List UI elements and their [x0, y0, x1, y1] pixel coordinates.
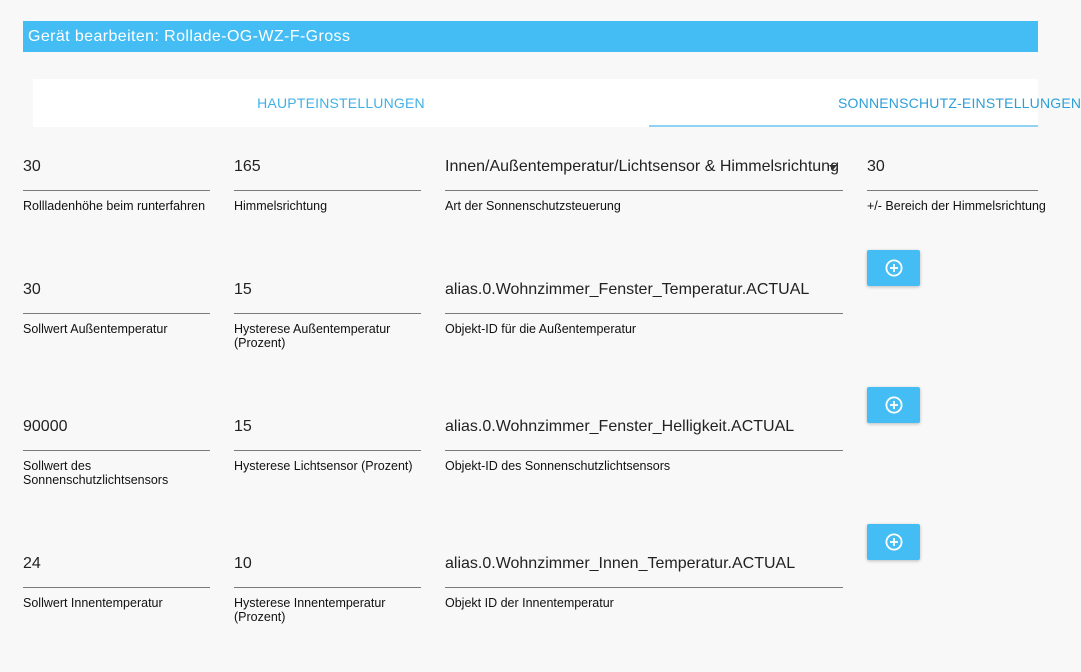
compass-direction-label: Himmelsrichtung [234, 199, 328, 213]
field-sunprotection-mode [445, 156, 843, 213]
field-outside-temp-hysteresis [234, 279, 421, 350]
inside-temp-object-id-label: Objekt ID der Innentemperatur [445, 596, 614, 610]
add-object-button-2[interactable] [867, 387, 920, 423]
compass-direction-input[interactable]: 165 [234, 156, 421, 191]
outside-temp-setpoint-label: Sollwert Außentemperatur [23, 322, 168, 336]
field-compass-direction [234, 156, 421, 213]
add-object-button-3[interactable] [867, 524, 920, 560]
add-circle-icon [885, 533, 903, 551]
inside-temp-hysteresis-label: Hysterese Innentemperatur (Prozent) [234, 596, 386, 624]
field-light-sensor-hysteresis [234, 416, 421, 473]
outside-temp-object-id-input[interactable]: alias.0.Wohnzimmer_Fenster_Temperatur.ACTUAL [445, 279, 843, 314]
blind-height-label: Rollladenhöhe beim runterfahren [23, 199, 206, 213]
outside-temp-hysteresis-label: Hysterese Außentemperatur (Prozent) [234, 322, 391, 350]
sunprotection-mode-select[interactable]: Innen/Außentemperatur/Lichtsensor & Himmelsrichtung [445, 156, 843, 191]
field-inside-temp-setpoint [23, 553, 210, 610]
light-sensor-hysteresis-label: Hysterese Lichtsensor (Prozent) [234, 459, 413, 473]
tab-sunprotection-settings[interactable]: SONNENSCHUTZ-EINSTELLUNGEN [838, 95, 1081, 111]
outside-temp-hysteresis-input[interactable]: 15 [234, 279, 421, 314]
active-tab-indicator [649, 125, 1038, 127]
outside-temp-object-id-label: Objekt-ID für die Außentemperatur [445, 322, 637, 336]
field-blind-height-down [23, 156, 210, 213]
field-outside-temp-object-id [445, 279, 843, 336]
inside-temp-setpoint-input[interactable]: 24 [23, 553, 210, 588]
blind-height-input[interactable]: 30 [23, 156, 210, 191]
tab-bar [33, 79, 1081, 127]
dialog-title: Gerät bearbeiten: Rollade-OG-WZ-F-Gross [23, 21, 1038, 52]
field-outside-temp-setpoint [23, 279, 210, 336]
field-inside-temp-object-id [445, 553, 843, 610]
inside-temp-setpoint-label: Sollwert Innentemperatur [23, 596, 163, 610]
light-sensor-hysteresis-input[interactable]: 15 [234, 416, 421, 451]
compass-range-label: +/- Bereich der Himmelsrichtung [867, 199, 1046, 213]
outside-temp-setpoint-input[interactable]: 30 [23, 279, 210, 314]
field-compass-range [867, 156, 1046, 213]
inside-temp-hysteresis-input[interactable]: 10 [234, 553, 421, 588]
compass-range-input[interactable]: 30 [867, 156, 1038, 191]
sunprotection-mode-label: Art der Sonnenschutzsteuerung [445, 199, 621, 213]
add-object-button-1[interactable] [867, 250, 920, 286]
field-light-sensor-setpoint [23, 416, 210, 487]
add-circle-icon [885, 259, 903, 277]
inside-temp-object-id-input[interactable]: alias.0.Wohnzimmer_Innen_Temperatur.ACTUAL [445, 553, 843, 588]
light-sensor-object-id-input[interactable]: alias.0.Wohnzimmer_Fenster_Helligkeit.ACTUAL [445, 416, 843, 451]
caret-down-icon[interactable] [829, 165, 837, 170]
field-light-sensor-object-id [445, 416, 843, 473]
tab-main-settings[interactable]: HAUPTEINSTELLUNGEN [257, 95, 425, 111]
field-inside-temp-hysteresis [234, 553, 421, 624]
light-sensor-setpoint-label: Sollwert des Sonnenschutzlichtsensors [23, 459, 169, 487]
add-circle-icon [885, 396, 903, 414]
light-sensor-setpoint-input[interactable]: 90000 [23, 416, 210, 451]
light-sensor-object-id-label: Objekt-ID des Sonnenschutzlichtsensors [445, 459, 671, 473]
